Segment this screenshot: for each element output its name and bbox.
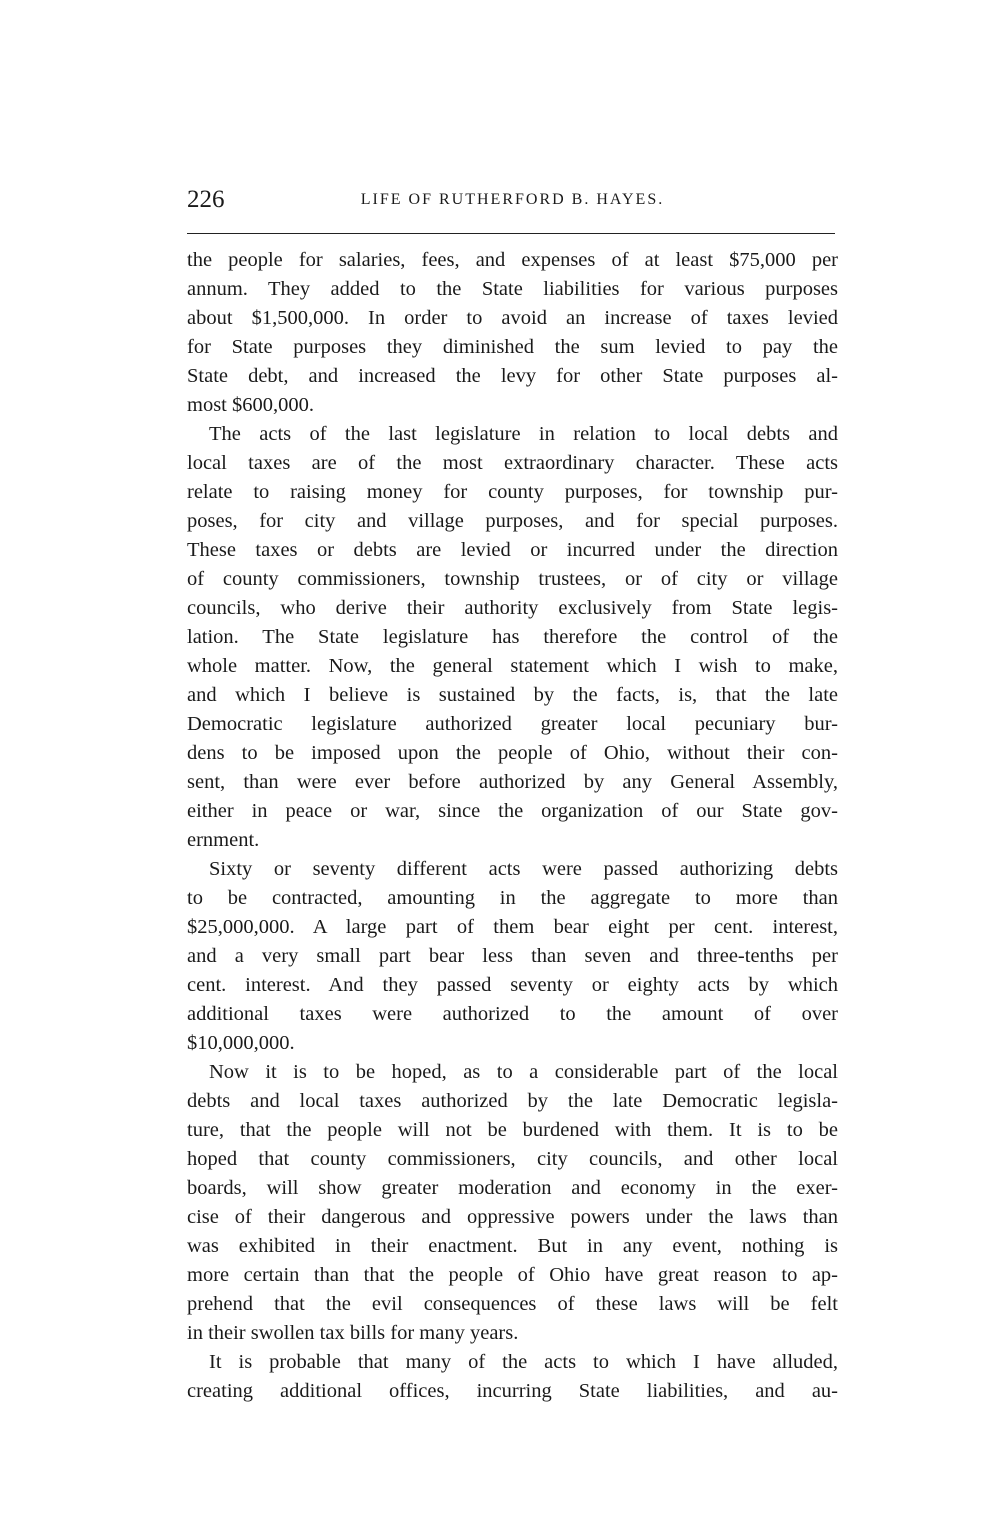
text-line: debts and local taxes authorized by the late Democratic legisla- bbox=[187, 1090, 838, 1112]
text-line: for State purposes they diminished the sum levied to pay the bbox=[187, 336, 838, 358]
text-line: to be contracted, amounting in the aggregate to more than bbox=[187, 887, 838, 909]
paragraph bbox=[187, 246, 838, 420]
text-line: $25,000,000. A large part of them bear eight per cent. interest, bbox=[187, 916, 838, 938]
text-line: prehend that the evil consequences of these laws will be felt bbox=[187, 1293, 838, 1315]
paragraph bbox=[187, 1348, 838, 1406]
text-line: either in peace or war, since the organization of our State gov- bbox=[187, 800, 838, 822]
text-line: $10,000,000. bbox=[187, 1032, 295, 1054]
text-line: It is probable that many of the acts to which I have alluded, bbox=[209, 1351, 838, 1373]
text-line: poses, for city and village purposes, and for special purposes. bbox=[187, 510, 838, 532]
text-line: more certain than that the people of Ohio have great reason to ap- bbox=[187, 1264, 838, 1286]
text-line: most $600,000. bbox=[187, 394, 314, 416]
text-line: annum. They added to the State liabilities for various purposes bbox=[187, 278, 838, 300]
running-title: LIFE OF RUTHERFORD B. HAYES. bbox=[360, 191, 665, 208]
text-line: the people for salaries, fees, and expenses of at least $75,000 per bbox=[187, 249, 838, 271]
running-header bbox=[187, 186, 838, 216]
text-line: was exhibited in their enactment. But in any event, nothing is bbox=[187, 1235, 838, 1257]
text-line: sent, than were ever before authorized by any General Assembly, bbox=[187, 771, 838, 793]
text-line: The acts of the last legislature in relation to local debts and bbox=[209, 423, 838, 445]
text-line: local taxes are of the most extraordinary character. These acts bbox=[187, 452, 838, 474]
body-text bbox=[187, 246, 838, 1406]
text-line: cise of their dangerous and oppressive powers under the laws than bbox=[187, 1206, 838, 1228]
text-line: and which I believe is sustained by the facts, is, that the late bbox=[187, 684, 838, 706]
paragraph bbox=[187, 855, 838, 1058]
text-line: ernment. bbox=[187, 829, 260, 851]
paragraph bbox=[187, 1058, 838, 1348]
text-line: about $1,500,000. In order to avoid an increase of taxes levied bbox=[187, 307, 838, 329]
text-line: and a very small part bear less than seven and three-tenths per bbox=[187, 945, 838, 967]
text-line: hoped that county commissioners, city councils, and other local bbox=[187, 1148, 838, 1170]
text-line: relate to raising money for county purposes, for township pur- bbox=[187, 481, 838, 503]
text-line: lation. The State legislature has therefore the control of the bbox=[187, 626, 838, 648]
text-line: in their swollen tax bills for many years. bbox=[187, 1322, 519, 1344]
text-line: Now it is to be hoped, as to a considerable part of the local bbox=[209, 1061, 838, 1083]
page-number: 226 bbox=[187, 186, 225, 213]
text-line: State debt, and increased the levy for other State purposes al- bbox=[187, 365, 838, 387]
header-rule bbox=[187, 233, 835, 234]
text-line: boards, will show greater moderation and economy in the exer- bbox=[187, 1177, 838, 1199]
text-line: creating additional offices, incurring State liabilities, and au- bbox=[187, 1380, 838, 1402]
text-line: dens to be imposed upon the people of Ohio, without their con- bbox=[187, 742, 838, 764]
text-line: additional taxes were authorized to the amount of over bbox=[187, 1003, 838, 1025]
text-line: ture, that the people will not be burdened with them. It is to be bbox=[187, 1119, 838, 1141]
text-line: councils, who derive their authority exclusively from State legis- bbox=[187, 597, 838, 619]
text-line: whole matter. Now, the general statement which I wish to make, bbox=[187, 655, 838, 677]
paragraph bbox=[187, 420, 838, 855]
text-line: Democratic legislature authorized greater local pecuniary bur- bbox=[187, 713, 838, 735]
text-line: cent. interest. And they passed seventy or eighty acts by which bbox=[187, 974, 838, 996]
text-line: These taxes or debts are levied or incurred under the direction bbox=[187, 539, 838, 561]
text-line: Sixty or seventy different acts were passed authorizing debts bbox=[209, 858, 838, 880]
text-line: of county commissioners, township trustees, or of city or village bbox=[187, 568, 838, 590]
